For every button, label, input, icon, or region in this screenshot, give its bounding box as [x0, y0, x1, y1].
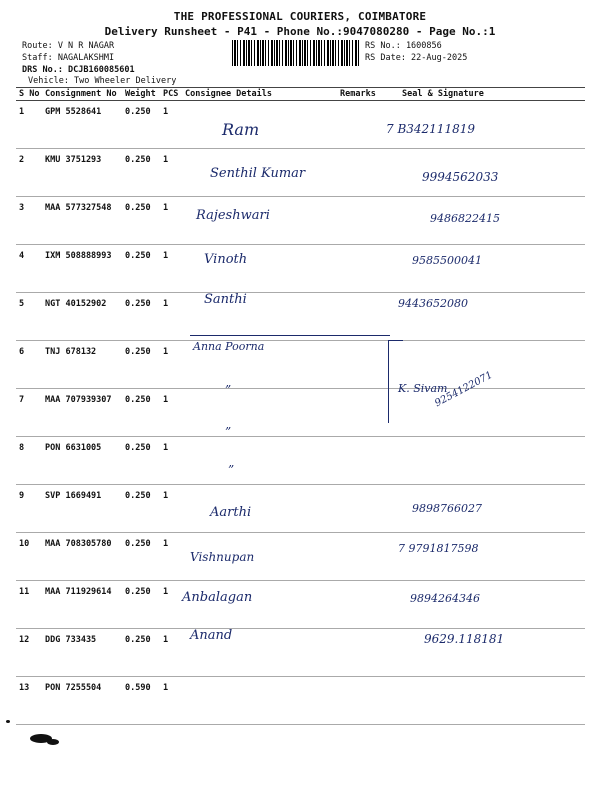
runsheet-table — [16, 87, 585, 725]
row-remarks — [337, 341, 382, 389]
row-sno: 2 — [16, 149, 42, 197]
row-weight: 0.250 — [122, 341, 160, 389]
table-row — [16, 581, 585, 629]
row-remarks — [337, 389, 382, 437]
hw-phone: 7 9791817598 — [398, 542, 479, 555]
rs-date-label: RS Date: 22-Aug-2025 — [365, 53, 468, 63]
row-pcs: 1 — [160, 437, 182, 485]
row-remarks — [337, 485, 382, 533]
row-signature — [382, 437, 585, 485]
row-sno: 7 — [16, 389, 42, 437]
row-sno: 5 — [16, 293, 42, 341]
hw-bracket-line — [190, 335, 390, 342]
row-consignment-no: NGT 40152902 — [42, 293, 122, 341]
hw-phone: 9994562033 — [422, 170, 499, 184]
row-sno: 9 — [16, 485, 42, 533]
table-row — [16, 677, 585, 725]
row-remarks — [337, 533, 382, 581]
hw-ditto: ” — [225, 425, 232, 439]
company-title: THE PROFESSIONAL COURIERS, COIMBATORE — [173, 10, 427, 23]
row-weight: 0.250 — [122, 149, 160, 197]
table-row — [16, 245, 585, 293]
row-weight: 0.250 — [122, 437, 160, 485]
row-weight: 0.250 — [122, 293, 160, 341]
row-sno: 12 — [16, 629, 42, 677]
staff-label: Staff: NAGALAKSHMI — [22, 53, 115, 63]
ink-blot — [6, 720, 10, 723]
row-remarks — [337, 197, 382, 245]
row-weight: 0.250 — [122, 629, 160, 677]
row-consignment-no: IXM 508888993 — [42, 245, 122, 293]
table-row — [16, 437, 585, 485]
hw-bracket-line — [388, 340, 403, 423]
row-signature — [382, 245, 585, 293]
row-consignment-no: MAA 577327548 — [42, 197, 122, 245]
row-pcs: 1 — [160, 581, 182, 629]
table-header-row — [16, 88, 585, 101]
hw-phone: 9894264346 — [410, 592, 480, 605]
row-remarks — [337, 245, 382, 293]
row-pcs: 1 — [160, 485, 182, 533]
hw-name: Aarthi — [210, 505, 252, 520]
row-consignment-no: MAA 707939307 — [42, 389, 122, 437]
row-consignment-no: MAA 711929614 — [42, 581, 122, 629]
table-row — [16, 485, 585, 533]
hw-phone: 9486822415 — [430, 212, 500, 225]
row-sno: 11 — [16, 581, 42, 629]
hw-name: Vishnupan — [190, 550, 255, 564]
hw-name: Rajeshwari — [196, 208, 270, 223]
table-row — [16, 101, 585, 149]
row-weight: 0.250 — [122, 485, 160, 533]
col-consignee: Consignee Details — [182, 88, 337, 101]
row-remarks — [337, 581, 382, 629]
row-consignment-no: PON 6631005 — [42, 437, 122, 485]
row-pcs: 1 — [160, 245, 182, 293]
hw-ditto: ” — [225, 383, 232, 397]
row-sno: 8 — [16, 437, 42, 485]
hw-phone: 9629.118181 — [424, 632, 505, 646]
row-weight: 0.250 — [122, 389, 160, 437]
row-consignee — [182, 389, 337, 437]
hw-name: Vinoth — [204, 252, 248, 267]
row-weight: 0.250 — [122, 533, 160, 581]
row-consignment-no: PON 7255504 — [42, 677, 122, 725]
hw-phone: 9898766027 — [412, 502, 482, 515]
col-consignment: Consignment No — [42, 88, 122, 101]
row-signature — [382, 533, 585, 581]
table-row — [16, 293, 585, 341]
row-remarks — [337, 677, 382, 725]
row-sno: 10 — [16, 533, 42, 581]
row-pcs: 1 — [160, 389, 182, 437]
hw-name: Anand — [190, 628, 233, 643]
row-pcs: 1 — [160, 293, 182, 341]
row-weight: 0.250 — [122, 581, 160, 629]
row-pcs: 1 — [160, 677, 182, 725]
hw-name: Ram — [222, 120, 260, 139]
hw-bracket-signature: K. Sivam — [398, 382, 448, 395]
col-weight: Weight — [122, 88, 160, 101]
row-sno: 13 — [16, 677, 42, 725]
row-pcs: 1 — [160, 101, 182, 149]
row-consignee — [182, 485, 337, 533]
col-remarks: Remarks — [337, 88, 382, 101]
row-consignment-no: SVP 1669491 — [42, 485, 122, 533]
col-pcs: PCS — [160, 88, 182, 101]
row-sno: 6 — [16, 341, 42, 389]
row-consignment-no: KMU 3751293 — [42, 149, 122, 197]
row-pcs: 1 — [160, 197, 182, 245]
row-remarks — [337, 629, 382, 677]
row-consignee — [182, 437, 337, 485]
row-consignee — [182, 677, 337, 725]
row-weight: 0.250 — [122, 245, 160, 293]
row-consignee — [182, 101, 337, 149]
row-sno: 1 — [16, 101, 42, 149]
row-pcs: 1 — [160, 629, 182, 677]
row-sno: 3 — [16, 197, 42, 245]
hw-name: Anna Poorna — [193, 340, 265, 353]
row-pcs: 1 — [160, 149, 182, 197]
runsheet-title: Delivery Runsheet - P41 - Phone No.:9047080280 - Page No.:1 — [104, 25, 496, 38]
vehicle-label: Vehicle: Two Wheeler Delivery — [28, 76, 177, 86]
row-consignment-no: DDG 733435 — [42, 629, 122, 677]
hw-name: Anbalagan — [182, 590, 253, 605]
col-sno: S No — [16, 88, 42, 101]
hw-phone: 9443652080 — [398, 297, 468, 310]
row-weight: 0.250 — [122, 101, 160, 149]
row-pcs: 1 — [160, 341, 182, 389]
table-row — [16, 341, 585, 389]
hw-name: Senthil Kumar — [210, 166, 306, 181]
col-seal-signature: Seal & Signature — [382, 88, 585, 101]
drs-label: DRS No.: DCJB160085601 — [22, 65, 135, 75]
row-remarks — [337, 437, 382, 485]
barcode — [232, 40, 360, 66]
row-remarks — [337, 149, 382, 197]
row-consignment-no: GPM 5528641 — [42, 101, 122, 149]
row-weight: 0.590 — [122, 677, 160, 725]
hw-ditto: ” — [228, 463, 235, 477]
row-signature — [382, 389, 585, 437]
row-sno: 4 — [16, 245, 42, 293]
rs-no-label: RS No.: 1600856 — [365, 41, 442, 51]
hw-phone: 9254122071 — [433, 369, 495, 410]
hw-name: Santhi — [204, 292, 247, 307]
row-signature — [382, 677, 585, 725]
row-remarks — [337, 101, 382, 149]
hw-phone: 9585500041 — [412, 254, 482, 267]
row-weight: 0.250 — [122, 197, 160, 245]
row-consignment-no: MAA 708305780 — [42, 533, 122, 581]
route-label: Route: V N R NAGAR — [22, 41, 115, 51]
row-consignment-no: TNJ 678132 — [42, 341, 122, 389]
table-row — [16, 389, 585, 437]
row-pcs: 1 — [160, 533, 182, 581]
table-row — [16, 533, 585, 581]
row-remarks — [337, 293, 382, 341]
hw-phone: 7 B342111819 — [386, 122, 475, 136]
ink-blot — [47, 739, 59, 745]
